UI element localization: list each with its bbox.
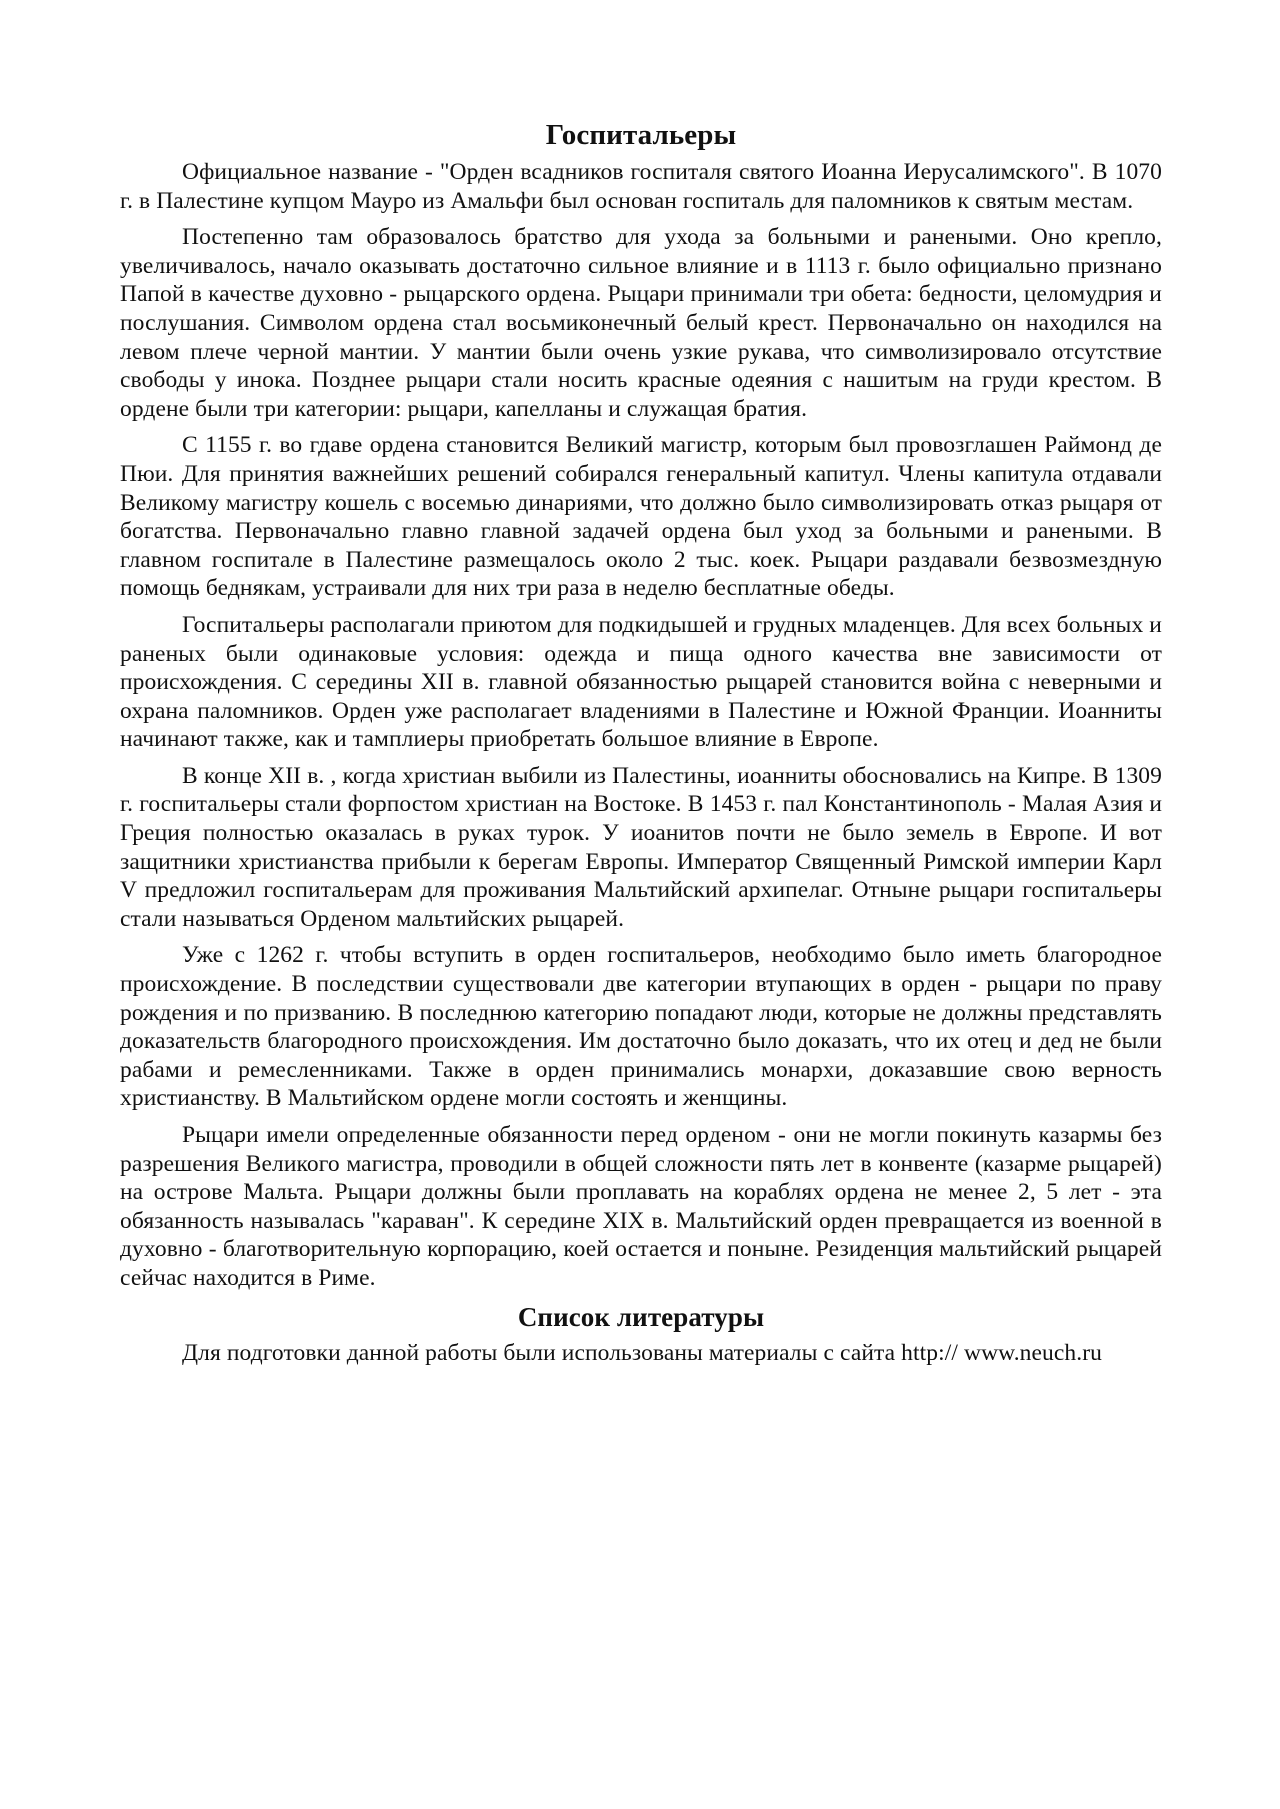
paragraph-brotherhood: Постепенно там образовалось братство для ухода за больными и ранеными. Оно крепло, увеличивалось, начало оказывать достаточно сильное влияние и в 1113 г. было официально признано Папой в качестве духовно - рыцарского ордена. Рыцари принимали три обета: бедности, целомудрия и послушания. Символом ордена стал восьмиконечный белый крест. Первоначально он находился на левом плече черной мантии. У мантии были очень узкие рукава, что символизировало отсутствие свободы у инока. Позднее рыцари стали носить красные одеяния с нашитым на груди крестом. В ордене были три категории: рыцари, капелланы и служащая братия.	[120, 224, 1162, 422]
paragraph-grand-master: С 1155 г. во гдаве ордена становится Великий магистр, которым был провозглашен Раймонд де Пюи. Для принятия важнейших решений собирался генеральный капитул. Члены капитула отдавали Великому магистру кошель с восемью динариями, что должно было символизировать отказ рыцаря от богатства. Первоначально главно главной задачей ордена был уход за больными и ранеными. В главном госпитале в Палестине размещалось около 2 тыс. коек. Рыцари раздавали безвозмездную помощь беднякам, устраивали для них три раза в неделю бесплатные обеды.	[120, 432, 1162, 602]
references-title: Список литературы	[517, 1301, 765, 1332]
references-text: Для подготовки данной работы были использованы материалы с сайта http:// www.neuch.ru	[182, 1339, 1103, 1366]
paragraph-membership: Уже с 1262 г. чтобы вступить в орден госпитальеров, необходимо было иметь благородное происхождение. В последствии существовали две категории втупающих в орден - рыцари по праву рождения и по призванию. В последнюю категорию попадают люди, которые не должны представлять доказательств благородного происхождения. Им достаточно было доказать, что их отец и дед не были рабами и ремесленниками. Также в орден принимались монархи, доказавшие свою верность христианству. В Мальтийском ордене могли состоять и женщины.	[120, 942, 1162, 1112]
document-page	[120, 118, 1162, 1375]
paragraph-official-name: Официальное название - "Орден всадников госпиталя святого Иоанна Иерусалимского". В 1070 г. в Палестине купцом Мауро из Амальфи был основан госпиталь для паломников к святым местам.	[120, 159, 1162, 214]
paragraph-orphanage: Госпитальеры располагали приютом для подкидышей и грудных младенцев. Для всех больных и раненых были одинаковые условия: одежда и пища одного качества вне зависимости от происхождения. С середины XII в. главной обязанностью рыцарей становится война с неверными и охрана паломников. Орден уже располагает владениями в Палестине и Южной Франции. Иоанниты начинают также, как и тамплиеры приобретать большое влияние в Европе.	[120, 611, 1162, 753]
paragraph-duties: Рыцари имели определенные обязанности перед орденом - они не могли покинуть казармы без разрешения Великого магистра, проводили в общей сложности пять лет в конвенте (казарме рыцарей) на острове Мальта. Рыцари должны были проплавать на кораблях ордена не менее 2, 5 лет - эта обязанность называлась "караван". К середине XIX в. Мальтийский орден превращается из военной в духовно - благотворительную корпорацию, коей остается и поныне. Резиденция мальтийский рыцарей сейчас находится в Риме.	[120, 1122, 1162, 1291]
paragraph-cyprus-malta: В конце XII в. , когда христиан выбили из Палестины, иоанниты обосновались на Кипре. В 1309 г. госпитальеры стали форпостом христиан на Востоке. В 1453 г. пал Константинополь - Малая Азия и Греция полностью оказалась в руках турок. У иоанитов почти не было земель в Европе. И вот защитники христианства прибыли к берегам Европы. Император Священный Римской империи Карл V предложил госпитальерам для проживания Мальтийский архипелаг. Отныне рыцари госпитальеры стали называться Орденом мальтийских рыцарей.	[120, 762, 1162, 932]
document-title: Госпитальеры	[545, 119, 737, 151]
